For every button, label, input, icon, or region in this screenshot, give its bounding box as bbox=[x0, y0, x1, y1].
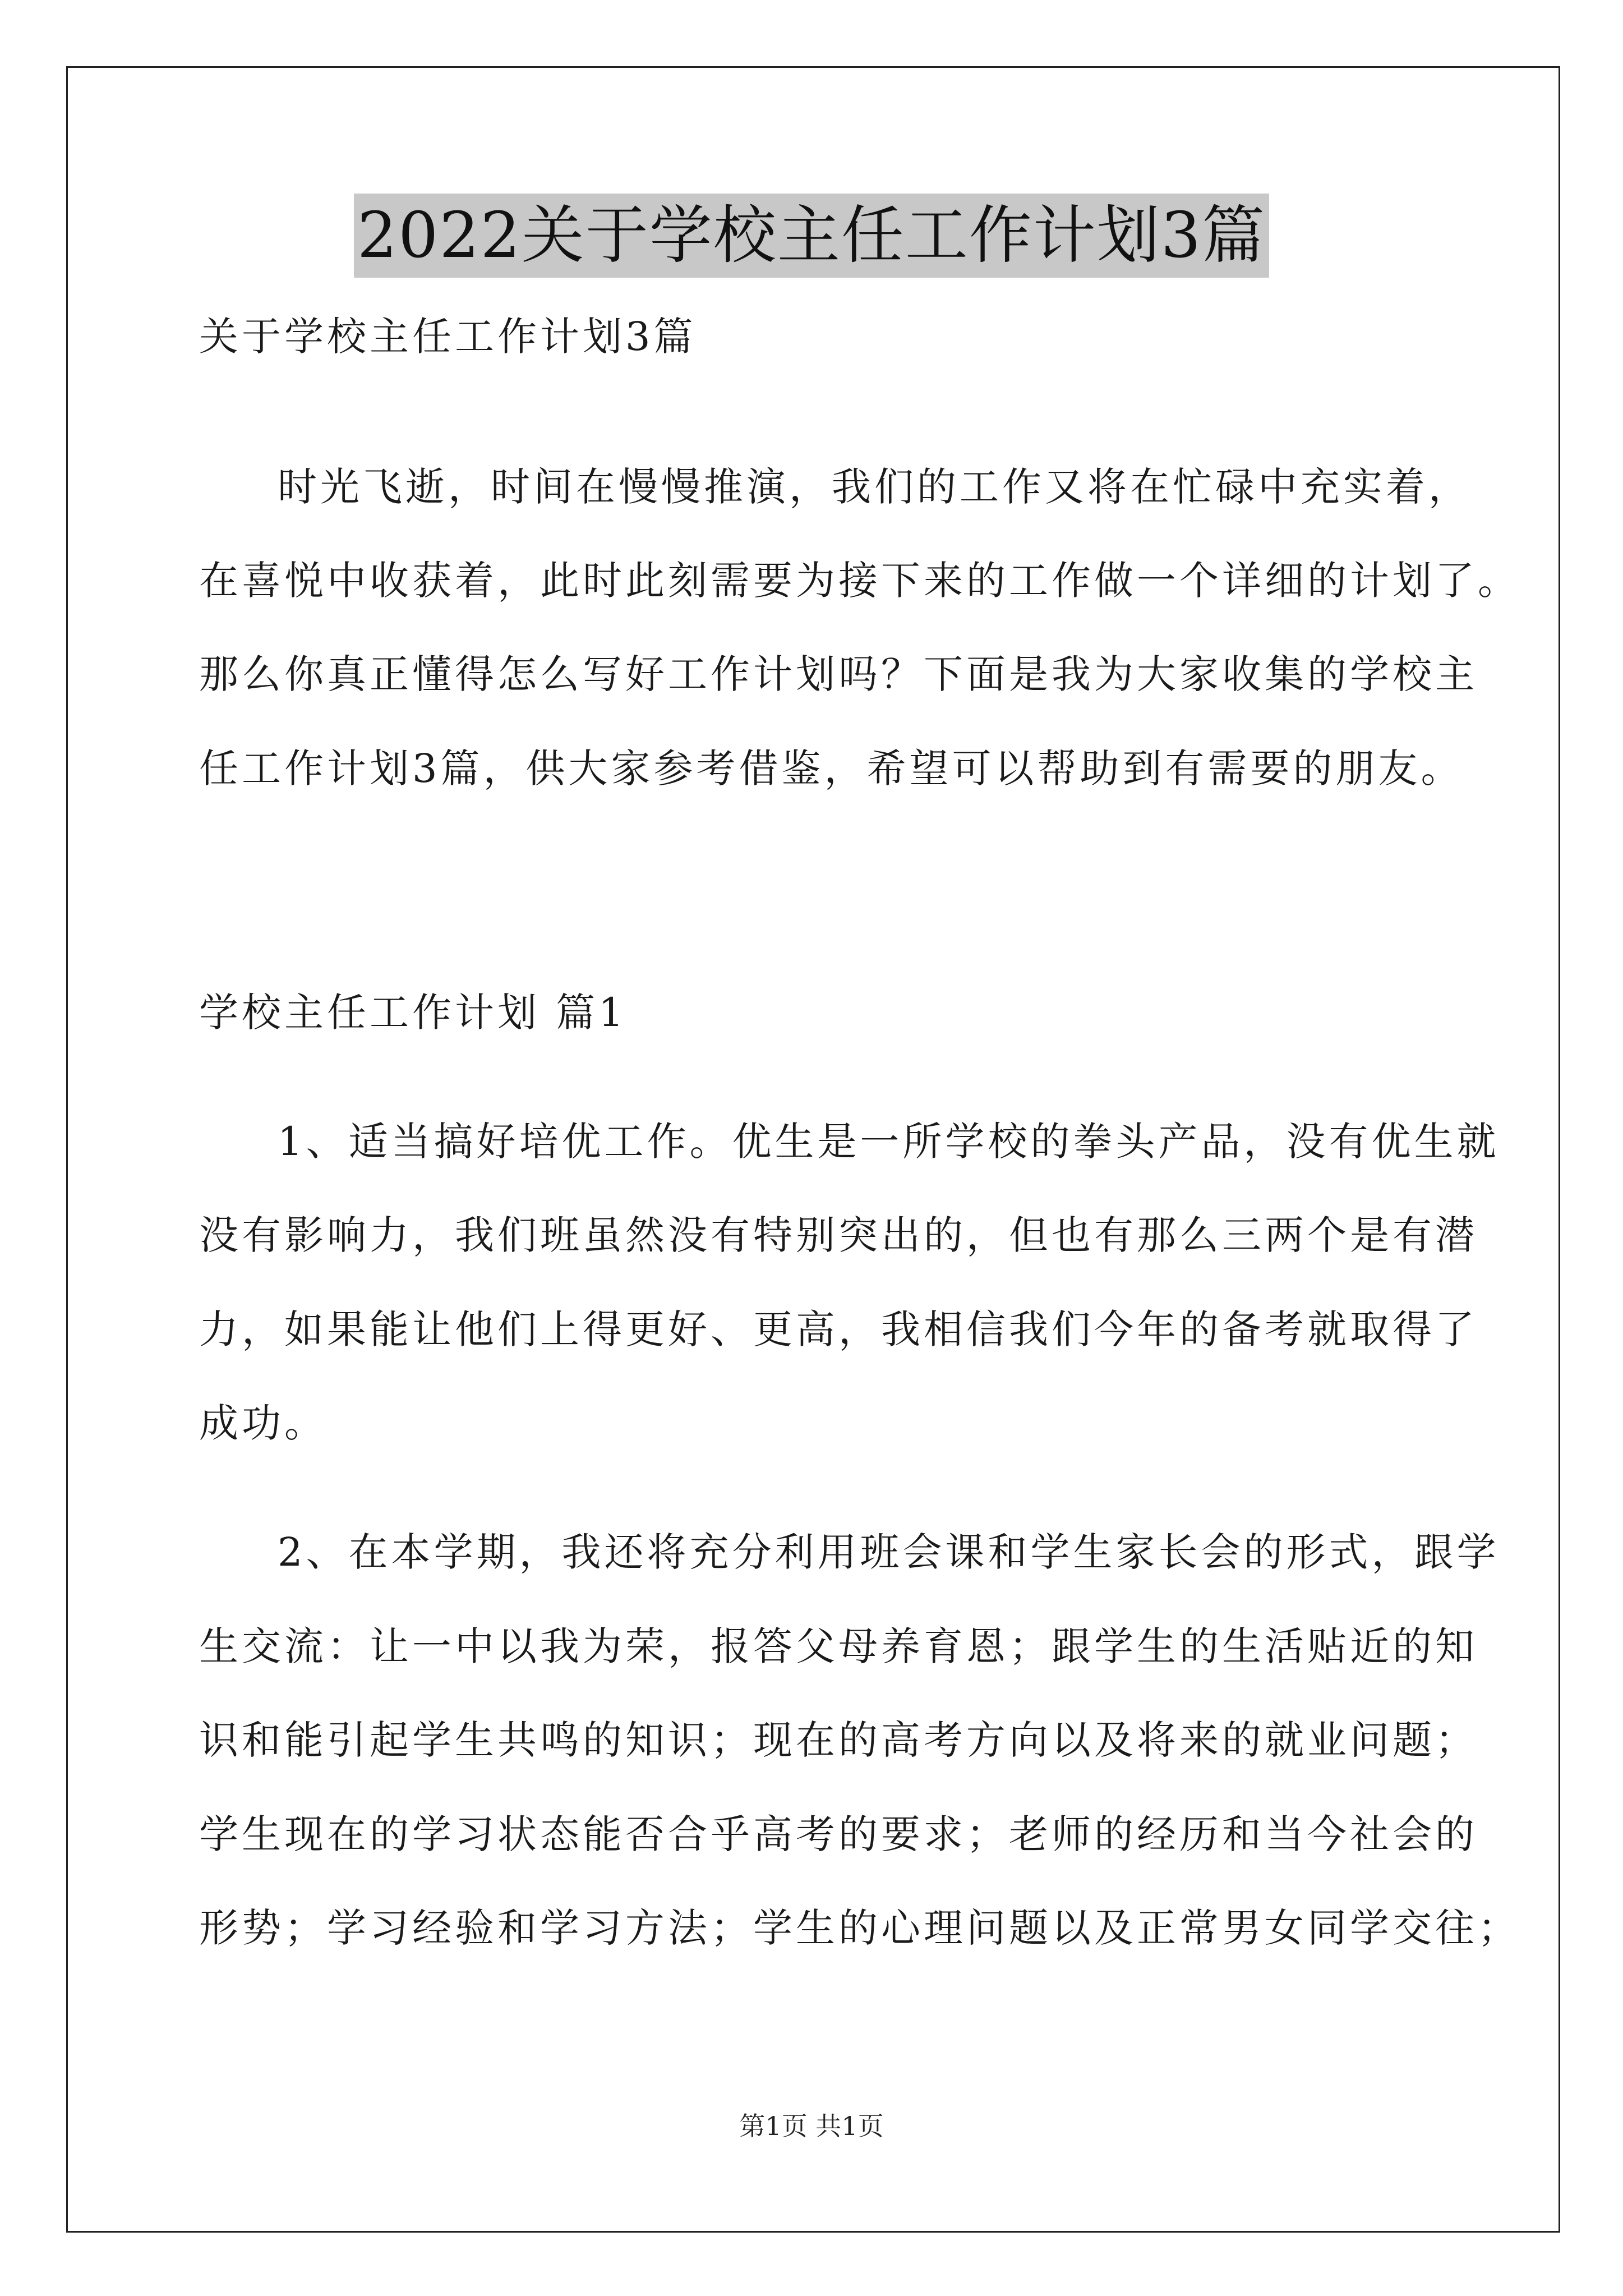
intro-line-3: 那么你真正懂得怎么写好工作计划吗？下面是我为大家收集的学校主 bbox=[199, 651, 1478, 697]
item2-line-4: 学生现在的学习状态能否合乎高考的要求；老师的经历和当今社会的 bbox=[199, 1811, 1478, 1857]
document-subtitle: 关于学校主任工作计划3篇 bbox=[199, 314, 697, 360]
title-container bbox=[0, 194, 1623, 278]
intro-line-1: 时光飞逝，时间在慢慢推演，我们的工作又将在忙碌中充实着， bbox=[278, 464, 1471, 510]
document-title: 2022关于学校主任工作计划3篇 bbox=[354, 194, 1269, 278]
item1-line-3: 力，如果能让他们上得更好、更高，我相信我们今年的备考就取得了 bbox=[199, 1306, 1478, 1352]
item1-line-4: 成功。 bbox=[199, 1400, 327, 1446]
intro-line-4: 任工作计划3篇，供大家参考借鉴，希望可以帮助到有需要的朋友。 bbox=[199, 746, 1464, 792]
item2-line-5: 形势；学习经验和学习方法；学生的心理问题以及正常男女同学交往； bbox=[199, 1905, 1520, 1951]
item2-line-2: 生交流：让一中以我为荣，报答父母养育恩；跟学生的生活贴近的知 bbox=[199, 1623, 1478, 1669]
item1-line-2: 没有影响力，我们班虽然没有特别突出的，但也有那么三两个是有潜 bbox=[199, 1212, 1478, 1258]
item2-line-1: 2、在本学期，我还将充分利用班会课和学生家长会的形式，跟学 bbox=[278, 1529, 1500, 1575]
item1-line-1: 1、适当搞好培优工作。优生是一所学校的拳头产品，没有优生就 bbox=[278, 1119, 1500, 1165]
page-footer: 第1页 共1页 bbox=[739, 2111, 884, 2141]
section-heading: 学校主任工作计划 篇1 bbox=[199, 990, 627, 1036]
item2-line-3: 识和能引起学生共鸣的知识；现在的高考方向以及将来的就业问题； bbox=[199, 1717, 1478, 1763]
intro-line-2: 在喜悦中收获着，此时此刻需要为接下来的工作做一个详细的计划了。 bbox=[199, 558, 1520, 604]
